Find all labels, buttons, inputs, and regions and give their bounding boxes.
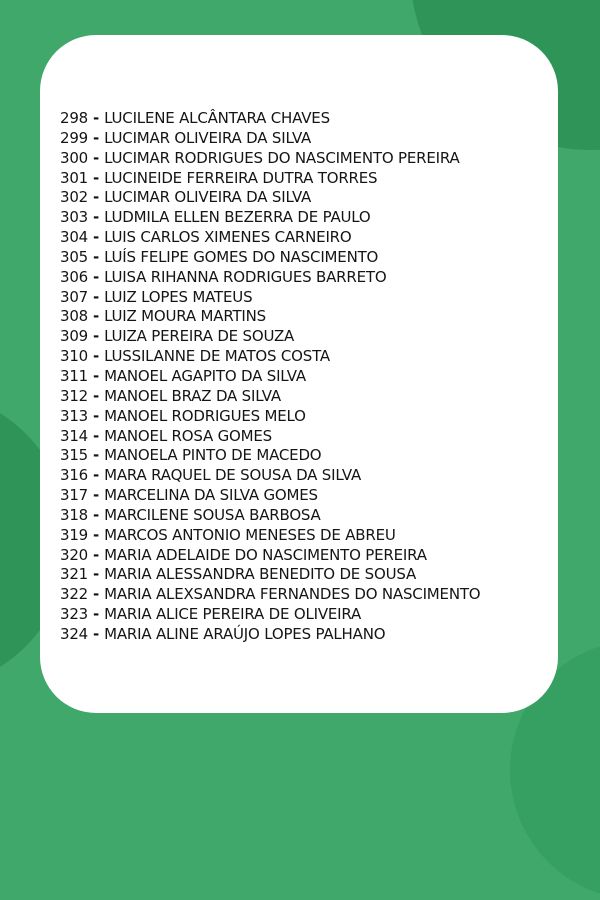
list-item-separator: - <box>88 366 105 385</box>
list-item-number: 309 <box>60 327 89 346</box>
list-item-name: LUIS CARLOS XIMENES CARNEIRO <box>104 228 352 247</box>
list-item-number: 318 <box>60 505 89 524</box>
list-item-separator: - <box>88 228 105 247</box>
list-item-name: MANOELA PINTO DE MACEDO <box>104 446 322 465</box>
list-item-separator: - <box>88 347 105 366</box>
names-list <box>60 109 556 645</box>
list-item <box>60 486 556 506</box>
list-item <box>60 248 556 268</box>
list-item-name: MARA RAQUEL DE SOUSA DA SILVA <box>104 466 362 485</box>
list-item-number: 298 <box>60 109 89 127</box>
list-item <box>60 367 556 387</box>
list-item-separator: - <box>88 624 105 643</box>
list-item-separator: - <box>88 168 105 187</box>
list-item-number: 308 <box>60 307 89 326</box>
list-item <box>60 625 556 645</box>
list-item-name: MARIA ALEXSANDRA FERNANDES DO NASCIMENTO <box>104 585 481 604</box>
list-item-name: LUDMILA ELLEN BEZERRA DE PAULO <box>104 208 371 227</box>
list-item-separator: - <box>88 585 105 604</box>
list-item-separator: - <box>88 466 105 485</box>
list-item-name: LUISA RIHANNA RODRIGUES BARRETO <box>104 267 387 286</box>
list-item <box>60 129 556 149</box>
list-item-name: LUIZA PEREIRA DE SOUZA <box>104 327 295 346</box>
list-item-number: 321 <box>60 565 89 584</box>
list-item-number: 305 <box>60 247 89 266</box>
list-item-separator: - <box>88 188 105 207</box>
list-item <box>60 585 556 605</box>
list-item <box>60 407 556 427</box>
list-item <box>60 466 556 486</box>
list-item-name: LUSSILANNE DE MATOS COSTA <box>104 347 330 366</box>
list-item-name: MARIA ALICE PEREIRA DE OLIVEIRA <box>104 605 362 624</box>
list-item-separator: - <box>88 148 105 167</box>
list-item <box>60 565 556 585</box>
list-item-number: 306 <box>60 267 89 286</box>
list-item <box>60 546 556 566</box>
list-item-number: 314 <box>60 426 89 445</box>
list-item <box>60 208 556 228</box>
list-item <box>60 268 556 288</box>
list-item-number: 299 <box>60 128 89 147</box>
list-item-name: MARCELINA DA SILVA GOMES <box>104 486 318 505</box>
list-item-name: LUCILENE ALCÂNTARA CHAVES <box>104 109 330 127</box>
list-item-name: MANOEL BRAZ DA SILVA <box>104 386 281 405</box>
list-item-name: LUIZ LOPES MATEUS <box>104 287 253 306</box>
list-item-separator: - <box>88 525 105 544</box>
names-card <box>40 35 558 713</box>
list-item-number: 304 <box>60 228 89 247</box>
list-item <box>60 526 556 546</box>
list-item-name: LUCIMAR OLIVEIRA DA SILVA <box>104 128 312 147</box>
list-item-number: 301 <box>60 168 89 187</box>
list-item-separator: - <box>88 287 105 306</box>
list-item-name: MANOEL RODRIGUES MELO <box>104 406 306 425</box>
list-item-number: 317 <box>60 486 89 505</box>
list-item-name: MARCOS ANTONIO MENESES DE ABREU <box>104 525 396 544</box>
list-item-number: 324 <box>60 624 89 643</box>
list-item <box>60 506 556 526</box>
list-item-separator: - <box>88 386 105 405</box>
list-item-name: MARIA ADELAIDE DO NASCIMENTO PEREIRA <box>104 545 427 564</box>
list-item-number: 310 <box>60 347 89 366</box>
list-item-separator: - <box>88 545 105 564</box>
list-item <box>60 446 556 466</box>
list-item-name: MARCILENE SOUSA BARBOSA <box>104 505 321 524</box>
list-item <box>60 288 556 308</box>
list-item-name: LUCIMAR RODRIGUES DO NASCIMENTO PEREIRA <box>104 148 460 167</box>
list-item-separator: - <box>88 486 105 505</box>
list-item-name: LUCIMAR OLIVEIRA DA SILVA <box>104 188 312 207</box>
list-item <box>60 427 556 447</box>
list-item-number: 303 <box>60 208 89 227</box>
list-item <box>60 307 556 327</box>
list-item-number: 323 <box>60 605 89 624</box>
list-item-separator: - <box>88 406 105 425</box>
list-item <box>60 228 556 248</box>
list-item-separator: - <box>88 267 105 286</box>
list-item-separator: - <box>88 446 105 465</box>
list-item-separator: - <box>88 605 105 624</box>
list-item <box>60 347 556 367</box>
list-item <box>60 109 556 129</box>
list-item-separator: - <box>88 208 105 227</box>
list-item-separator: - <box>88 505 105 524</box>
list-item-separator: - <box>88 247 105 266</box>
list-item-separator: - <box>88 426 105 445</box>
list-item-number: 300 <box>60 148 89 167</box>
list-item-name: MARIA ALINE ARAÚJO LOPES PALHANO <box>104 624 386 643</box>
list-item-name: MANOEL ROSA GOMES <box>104 426 272 445</box>
list-item-number: 307 <box>60 287 89 306</box>
list-item-number: 320 <box>60 545 89 564</box>
list-item-name: LUIZ MOURA MARTINS <box>104 307 267 326</box>
list-item <box>60 188 556 208</box>
list-item-number: 312 <box>60 386 89 405</box>
list-item-number: 315 <box>60 446 89 465</box>
list-item <box>60 169 556 189</box>
list-item-number: 311 <box>60 366 89 385</box>
list-item-number: 313 <box>60 406 89 425</box>
list-item-name: LUÍS FELIPE GOMES DO NASCIMENTO <box>104 247 379 266</box>
list-item <box>60 387 556 407</box>
list-item <box>60 149 556 169</box>
list-item-name: LUCINEIDE FERREIRA DUTRA TORRES <box>104 168 378 187</box>
list-item-separator: - <box>88 109 105 127</box>
list-item-separator: - <box>88 128 105 147</box>
list-item-number: 319 <box>60 525 89 544</box>
list-item-name: MARIA ALESSANDRA BENEDITO DE SOUSA <box>104 565 417 584</box>
list-item-number: 316 <box>60 466 89 485</box>
list-item-separator: - <box>88 307 105 326</box>
list-item <box>60 605 556 625</box>
list-item-separator: - <box>88 565 105 584</box>
list-item-name: MANOEL AGAPITO DA SILVA <box>104 366 306 385</box>
list-item-number: 322 <box>60 585 89 604</box>
list-item <box>60 327 556 347</box>
list-item-number: 302 <box>60 188 89 207</box>
list-item-separator: - <box>88 327 105 346</box>
